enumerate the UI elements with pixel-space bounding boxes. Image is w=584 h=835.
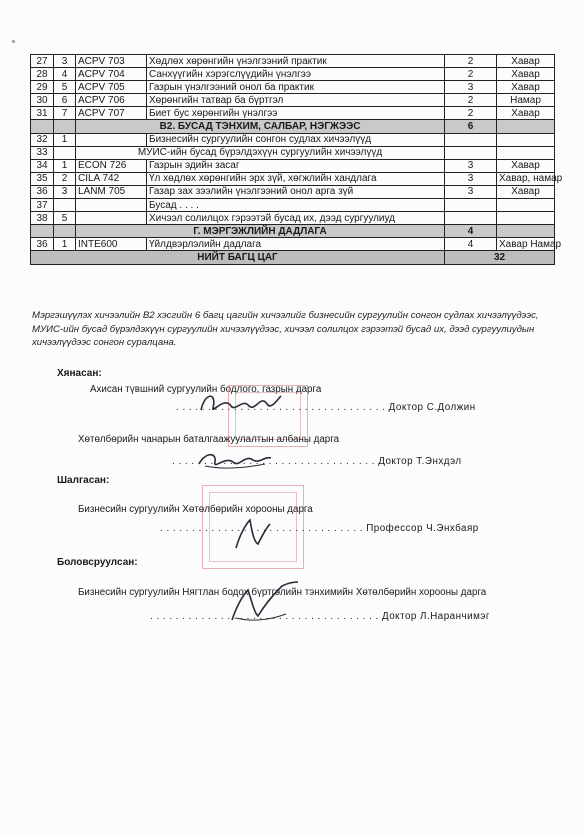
row-index-cell — [54, 225, 76, 238]
season-cell — [497, 225, 555, 238]
credit-cell: 6 — [445, 120, 497, 133]
row-index-cell: 5 — [54, 212, 76, 225]
row-number-cell: 29 — [31, 81, 54, 94]
row-number-cell: 36 — [31, 185, 54, 198]
course-code-cell: CILA 742 — [76, 172, 147, 185]
course-row — [31, 55, 555, 68]
signer-3-title: Бизнесийн сургуулийн Хөтөлбөрийн хорооны дарга — [78, 504, 313, 515]
row-index-cell: 4 — [54, 68, 76, 81]
developed-label: Боловсруулсан: — [57, 557, 138, 568]
course-code-cell — [76, 199, 147, 212]
credit-cell: 2 — [445, 55, 497, 68]
signer-4-line: . . . . . . . . . . . . . . . . . . . . . . . . . . . . . . . . . . . . Доктор Л.Наранчимэг — [150, 611, 490, 622]
course-row — [31, 212, 555, 225]
row-number-cell: 37 — [31, 199, 54, 212]
season-cell: Хавар — [497, 107, 555, 120]
course-name-cell: МУИС-ийн бусад бүрэлдэхүүн сургуулийн хичээлүүд — [76, 146, 445, 159]
course-row — [31, 133, 555, 146]
credit-cell — [445, 133, 497, 146]
credit-cell — [445, 199, 497, 212]
course-table — [30, 54, 563, 265]
row-number-cell: 30 — [31, 94, 54, 107]
course-name-cell: Биет бус хөрөнгийн үнэлгээ — [147, 107, 445, 120]
section-title-cell: В2. БУСАД ТЭНХИМ, САЛБАР, НЭГЖЭЭС — [76, 120, 445, 133]
row-index-cell: 5 — [54, 81, 76, 94]
signer-2-line: . . . . . . . . . . . . . . . . . . . . . . . . . . . . . . . . Доктор Т.Энхдэл — [172, 456, 462, 467]
course-code-cell: ACPV 705 — [76, 81, 147, 94]
course-code-cell — [76, 133, 147, 146]
course-code-cell: ECON 726 — [76, 159, 147, 172]
season-cell: Хавар, намар — [497, 172, 555, 185]
course-name-cell: Газар зах зээлийн үнэлгээний онол арга зүй — [147, 185, 445, 198]
course-code-cell: ACPV 703 — [76, 55, 147, 68]
credit-cell: 3 — [445, 185, 497, 198]
reviewed-label: Хянасан: — [57, 368, 102, 379]
course-name-cell: Бусад . . . . — [147, 199, 445, 212]
season-cell — [497, 146, 555, 159]
scan-speck — [12, 40, 15, 43]
elective-note: Мэргэшүүлэх хичээлийн В2 хэсгийн 6 багц цагийн хичээлийг бизнесийн сургуулийн сонгон судлах хичээлүүдээс, МУИС-ийн бусад бүрэлдэхүүн сургуулийн хичээлүүдээс, хичээл солилцох гэрээтэй бусад их, дээд сургуулиудын хичээлүүдээс сонгон суралцана. — [32, 310, 539, 348]
course-row — [31, 172, 555, 185]
credit-cell — [445, 212, 497, 225]
row-index-cell: 1 — [54, 159, 76, 172]
course-name-cell: Хичээл солилцох гэрээтэй бусад их, дээд сургуулиуд — [147, 212, 445, 225]
signature-3 — [228, 514, 278, 554]
row-number-cell — [31, 120, 54, 133]
course-row — [31, 68, 555, 81]
row-number-cell: 38 — [31, 212, 54, 225]
course-code-cell: ACPV 706 — [76, 94, 147, 107]
course-name-cell: Үйлдвэрлэлийн дадлага — [147, 238, 445, 251]
credit-cell: 4 — [445, 238, 497, 251]
signer-3-line: . . . . . . . . . . . . . . . . . . . . . . . . . . . . . . . . Профессор Ч.Энхбаяр — [160, 523, 479, 534]
row-number-cell: 27 — [31, 55, 54, 68]
total-label: НИЙТ БАГЦ ЦАГ — [31, 251, 445, 264]
course-name-cell: Газрын үнэлгээний онол ба практик — [147, 81, 445, 94]
season-cell — [497, 120, 555, 133]
season-cell: Намар — [497, 94, 555, 107]
course-row — [31, 81, 555, 94]
season-cell — [497, 133, 555, 146]
section-header-row — [31, 225, 555, 238]
course-row — [31, 94, 555, 107]
section-header-row — [31, 120, 555, 133]
row-index-cell: 3 — [54, 185, 76, 198]
row-number-cell: 28 — [31, 68, 54, 81]
course-row — [31, 185, 555, 198]
season-cell: Хавар Намар — [497, 238, 555, 251]
row-number-cell: 36 — [31, 238, 54, 251]
row-number-cell: 31 — [31, 107, 54, 120]
course-row — [31, 238, 555, 251]
credit-cell: 2 — [445, 107, 497, 120]
course-code-cell — [76, 212, 147, 225]
row-index-cell: 1 — [54, 133, 76, 146]
course-code-cell: INTE600 — [76, 238, 147, 251]
course-code-cell: LANM 705 — [76, 185, 147, 198]
row-index-cell — [54, 120, 76, 133]
total-row — [31, 251, 555, 264]
row-number-cell: 32 — [31, 133, 54, 146]
course-name-cell: Хөрөнгийн татвар ба бүртгэл — [147, 94, 445, 107]
course-row — [31, 199, 555, 212]
row-index-cell — [54, 199, 76, 212]
credit-cell: 3 — [445, 159, 497, 172]
signer-1-line: . . . . . . . . . . . . . . . . . . . . . . . . . . . . . . . . . Доктор С.Должин — [176, 402, 476, 413]
course-code-cell: ACPV 707 — [76, 107, 147, 120]
credit-cell: 2 — [445, 94, 497, 107]
row-index-cell: 2 — [54, 172, 76, 185]
credit-cell: 4 — [445, 225, 497, 238]
course-name-cell: Санхүүгийн хэрэгслүүдийн үнэлгээ — [147, 68, 445, 81]
season-cell: Хавар — [497, 68, 555, 81]
course-code-cell: ACPV 704 — [76, 68, 147, 81]
course-name-cell: Үл хөдлөх хөрөнгийн эрх зүй, хөгжлийн хандлага — [147, 172, 445, 185]
row-index-cell: 6 — [54, 94, 76, 107]
row-index-cell: 3 — [54, 55, 76, 68]
credit-cell: 3 — [445, 81, 497, 94]
credit-cell — [445, 146, 497, 159]
season-cell: Хавар — [497, 81, 555, 94]
row-number-cell: 34 — [31, 159, 54, 172]
course-row — [31, 107, 555, 120]
season-cell: Хавар — [497, 55, 555, 68]
credit-cell: 3 — [445, 172, 497, 185]
row-number-cell: 35 — [31, 172, 54, 185]
signer-1-title: Ахисан түвшний сургуулийн бодлого, газрын дарга — [90, 384, 322, 395]
credit-cell: 2 — [445, 68, 497, 81]
signer-2-title: Хөтөлбөрийн чанарын баталгаажуулалтын албаны дарга — [78, 434, 340, 445]
season-cell — [497, 212, 555, 225]
checked-label: Шалгасан: — [57, 475, 110, 486]
row-index-cell: 1 — [54, 238, 76, 251]
signer-4-title: Бизнесийн сургуулийн Нягтлан бодох бүртгэлийн тэнхимийн Хөтөлбөрийн хорооны дарга — [78, 587, 487, 598]
row-number-cell — [31, 225, 54, 238]
section-title-cell: Г. МЭРГЭЖЛИЙН ДАДЛАГА — [76, 225, 445, 238]
course-name-cell: Бизнесийн сургуулийн сонгон судлах хичээлүүд — [147, 133, 445, 146]
course-row — [31, 146, 555, 159]
row-index-cell — [54, 146, 76, 159]
row-number-cell: 33 — [31, 146, 54, 159]
course-name-cell: Газрын эдийн засаг — [147, 159, 445, 172]
course-row — [31, 159, 555, 172]
season-cell: Хавар — [497, 159, 555, 172]
row-index-cell: 7 — [54, 107, 76, 120]
season-cell — [497, 199, 555, 212]
season-cell: Хавар — [497, 185, 555, 198]
total-credit: 32 — [445, 251, 555, 264]
course-name-cell: Хөдлөх хөрөнгийн үнэлгээний практик — [147, 55, 445, 68]
